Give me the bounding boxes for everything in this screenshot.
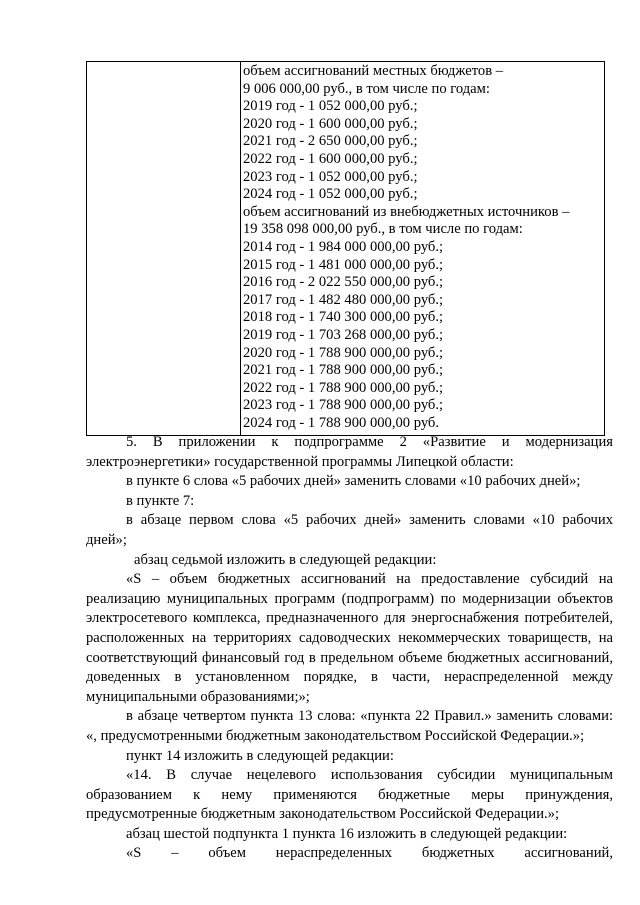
table-line: 2018 год - 1 740 300 000,00 руб.;	[243, 309, 444, 326]
table-line: 2023 год - 1 788 900 000,00 руб.;	[243, 397, 444, 414]
table-line: 2019 год - 1 052 000,00 руб.;	[243, 98, 418, 115]
document-body	[86, 433, 613, 864]
table-line: 2020 год - 1 600 000,00 руб.;	[243, 115, 418, 132]
table-line: объем ассигнований из внебюджетных источников –	[243, 203, 570, 220]
table-line: 19 358 098 000,00 руб., в том числе по годам:	[243, 221, 523, 238]
budget-table	[86, 61, 605, 436]
table-line: 2023 год - 1 052 000,00 руб.;	[243, 168, 418, 185]
table-line: 2017 год - 1 482 480 000,00 руб.;	[243, 291, 444, 308]
table-line: 2022 год - 1 600 000,00 руб.;	[243, 150, 418, 167]
table-left-cell	[87, 62, 241, 436]
table-line: 2024 год - 1 788 900 000,00 руб.	[243, 414, 440, 431]
table-line: 9 006 000,00 руб., в том числе по годам:	[243, 80, 490, 97]
paragraph: «14. В случае нецелевого использования субсидии муниципальным образованием к нему применяются бюджетные меры принуждения, предусмотренные бюджетным законодательством Российской Федерации.»;	[86, 767, 613, 823]
paragraph: «S – объем нераспределенных бюджетных ассигнований,	[126, 845, 613, 862]
paragraph: в пункте 7:	[126, 492, 195, 509]
table-line: 2014 год - 1 984 000 000,00 руб.;	[243, 238, 444, 255]
table-line: 2021 год - 1 788 900 000,00 руб.;	[243, 362, 444, 379]
paragraph: абзац шестой подпункта 1 пункта 16 изложить в следующей редакции:	[126, 825, 568, 842]
table-line: 2021 год - 2 650 000,00 руб.;	[243, 133, 418, 150]
paragraph: в пункте 6 слова «5 рабочих дней» заменить словами «10 рабочих дней»;	[126, 473, 581, 490]
table-line: 2022 год - 1 788 900 000,00 руб.;	[243, 379, 444, 396]
paragraph: «S – объем бюджетных ассигнований на предоставление субсидий на реализацию муниципальных программ (подпрограмм) по модернизации объектов электросетевого комплекса, предназначенного для энергоснабжения потребителей, расположенных на территориях садоводческих некоммерческих товариществ, на соответствующий финансовый год в предельном объеме бюджетных ассигнований, доведенных в установленном порядке, в части, нераспределенной между муниципальными образованиями;»;	[86, 571, 613, 705]
table-row	[87, 62, 605, 436]
paragraph: 5. В приложении к подпрограмме 2 «Развитие и модернизация электроэнергетики» государственной программы Липецкой области:	[86, 434, 613, 470]
paragraph: в абзаце четвертом пункта 13 слова: «пункта 22 Правил.» заменить словами: «, предусмотренными бюджетным законодательством Российской Федерации.»;	[86, 708, 613, 744]
table-line: объем ассигнований местных бюджетов –	[243, 63, 504, 79]
paragraph: в абзаце первом слова «5 рабочих дней» заменить словами «10 рабочих дней»;	[86, 512, 613, 548]
table-line: 2020 год - 1 788 900 000,00 руб.;	[243, 344, 444, 361]
table-line: 2015 год - 1 481 000 000,00 руб.;	[243, 256, 444, 273]
paragraph: абзац седьмой изложить в следующей редакции:	[134, 551, 437, 568]
table-line: 2016 год - 2 022 550 000,00 руб.;	[243, 274, 444, 291]
table-right-cell	[241, 62, 605, 436]
paragraph: пункт 14 изложить в следующей редакции:	[126, 747, 394, 764]
table-line: 2024 год - 1 052 000,00 руб.;	[243, 186, 418, 203]
table-line: 2019 год - 1 703 268 000,00 руб.;	[243, 326, 444, 343]
